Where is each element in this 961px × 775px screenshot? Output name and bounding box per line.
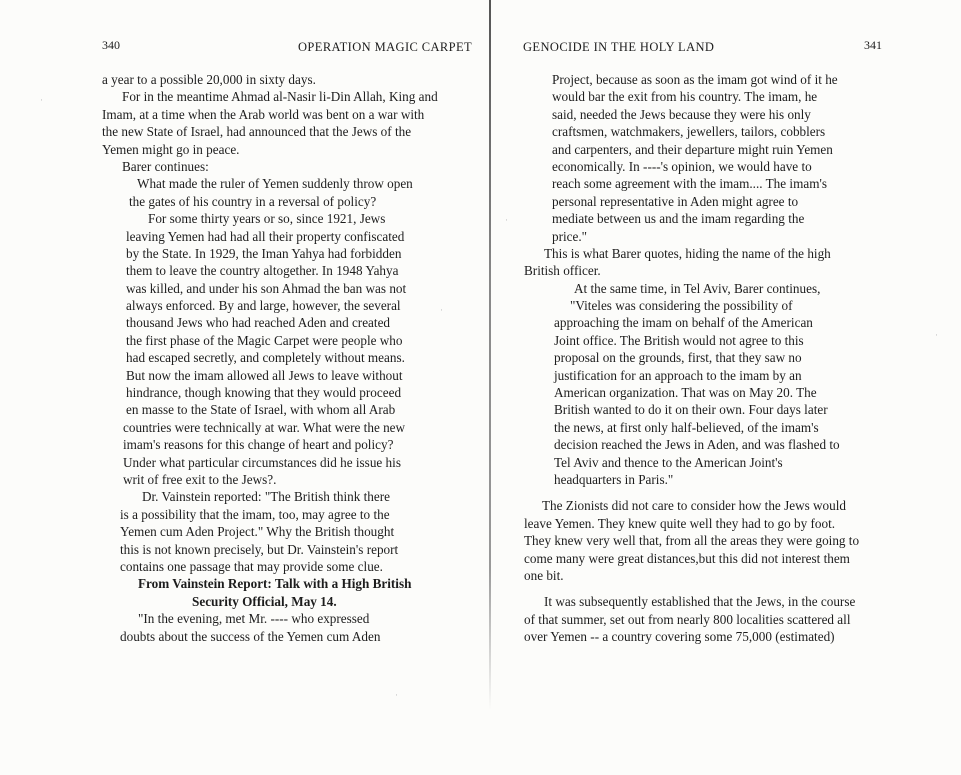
text-line: For in the meantime Ahmad al-Nasir li-Din Allah, King and [122, 89, 438, 105]
text-line: over Yemen -- a country covering some 75,000 (estimated) [524, 629, 835, 645]
quote-line: Joint office. The British would not agree to this [554, 332, 804, 348]
text-line: "In the evening, met Mr. ---- who expressed [138, 611, 370, 627]
text-line: leave Yemen. They knew quite well they had to go by foot. [524, 515, 836, 531]
section-heading: Security Official, May 14. [192, 593, 337, 609]
text-line: contains one passage that may provide some clue. [120, 558, 383, 574]
text-line: craftsmen, watchmakers, jewellers, tailors, cobblers [552, 124, 826, 140]
text-line: Imam, at a time when the Arab world was bent on a war with [102, 106, 425, 122]
quote-line: writ of free exit to the Jews?. [123, 471, 277, 487]
quote-line: proposal on the grounds, first, that they saw no [554, 350, 802, 366]
quote-line: "Viteles was considering the possibility of [570, 298, 793, 314]
quote-line: en masse to the State of Israel, with whom all Arab [126, 402, 396, 418]
text-line: Dr. Vainstein reported: "The British think there [142, 489, 390, 505]
text-line: this is not known precisely, but Dr. Vainstein's report [120, 541, 399, 557]
quote-line: justification for an approach to the imam by an [554, 367, 802, 383]
text-line: one bit. [524, 567, 564, 583]
text-line: Yemen might go in peace. [102, 141, 240, 157]
text-line: The Zionists did not care to consider how the Jews would [542, 498, 846, 514]
section-heading: From Vainstein Report: Talk with a High British [138, 576, 412, 592]
running-head: OPERATION MAGIC CARPET [298, 40, 473, 54]
quote-line: Under what particular circumstances did he issue his [123, 454, 401, 470]
text-line: the new State of Israel, had announced that the Jews of the [102, 124, 412, 140]
quote-line: the gates of his country in a reversal of policy? [129, 193, 377, 209]
text-line: of that summer, set out from nearly 800 localities scattered all [524, 611, 851, 627]
paragraph-gap [524, 488, 924, 497]
text-line: mediate between us and the imam regarding the [552, 211, 805, 227]
quote-line: thousand Jews who had reached Aden and created [126, 315, 391, 331]
text-line: price." [552, 228, 588, 244]
quote-line: headquarters in Paris." [554, 471, 674, 487]
scan-speck: · [440, 305, 443, 315]
quote-line: But now the imam allowed all Jews to leave without [126, 367, 403, 383]
text-line: said, needed the Jews because they were his only [552, 106, 811, 122]
quote-line: the first phase of the Magic Carpet were people who [126, 332, 403, 348]
quote-line: imam's reasons for this change of heart and policy? [123, 437, 394, 453]
quote-line: had escaped secretly, and completely without means. [126, 350, 405, 366]
quote-line: Tel Aviv and thence to the American Joint's [554, 454, 783, 470]
quote-line: was killed, and under his son Ahmad the ban was not [126, 280, 407, 296]
text-line: come many were great distances,but this did not interest them [524, 550, 850, 566]
text-line: They knew very well that, from all the areas they were going to [524, 533, 860, 549]
text-line: would bar the exit from his country. The imam, he [552, 89, 818, 105]
quote-line: by the State. In 1929, the Iman Yahya had forbidden [126, 245, 402, 261]
left-page [0, 0, 480, 775]
quote-line: What made the ruler of Yemen suddenly throw open [137, 176, 413, 192]
scan-speck: · [395, 690, 398, 700]
quote-line: hindrance, though knowing that they would proceed [126, 385, 402, 401]
quote-line: them to leave the country altogether. In 1948 Yahya [126, 263, 399, 279]
text-line: Project, because as soon as the imam got wind of it he [552, 72, 838, 87]
quote-line: the news, at first only half-believed, of the imam's [554, 419, 819, 435]
scan-speck: · [935, 330, 938, 340]
text-line: It was subsequently established that the Jews, in the course [544, 594, 856, 610]
quote-line: decision reached the Jews in Aden, and was flashed to [554, 437, 840, 453]
right-body-text [524, 71, 924, 646]
page-number: 341 [864, 38, 882, 52]
quote-line: always enforced. By and large, however, the several [126, 298, 401, 314]
scan-speck: · [505, 215, 508, 225]
right-page [490, 0, 961, 775]
quote-line: approaching the imam on behalf of the American [554, 315, 813, 331]
text-line: economically. In ----'s opinion, we would have to [552, 158, 812, 174]
text-line: and carpenters, and their departure might ruin Yemen [552, 141, 833, 157]
text-line: reach some agreement with the imam.... The imam's [552, 176, 827, 192]
text-line: is a possibility that the imam, too, may agree to the [120, 506, 390, 522]
quote-line: American organization. That was on May 20. The [554, 385, 817, 401]
scan-speck: · [40, 95, 43, 105]
text-line: doubts about the success of the Yemen cum Aden [120, 628, 381, 644]
quote-line: For some thirty years or so, since 1921, Jews [148, 211, 386, 227]
page-number: 340 [102, 38, 120, 52]
text-line: Barer continues: [122, 158, 209, 174]
quote-line: countries were technically at war. What were the new [123, 419, 406, 435]
quote-line: At the same time, in Tel Aviv, Barer continues, [574, 280, 821, 296]
quote-line: British wanted to do it on their own. Four days later [554, 402, 828, 418]
running-head: GENOCIDE IN THE HOLY LAND [523, 40, 715, 54]
text-line: Yemen cum Aden Project." Why the British thought [120, 524, 395, 540]
text-line: This is what Barer quotes, hiding the name of the high [544, 245, 831, 261]
text-line: British officer. [524, 263, 601, 279]
quote-line: leaving Yemen had had all their property confiscated [126, 228, 405, 244]
text-line: a year to a possible 20,000 in sixty days. [102, 72, 316, 87]
paragraph-gap [524, 584, 924, 593]
left-body-text [102, 71, 472, 645]
text-line: personal representative in Aden might agree to [552, 193, 799, 209]
